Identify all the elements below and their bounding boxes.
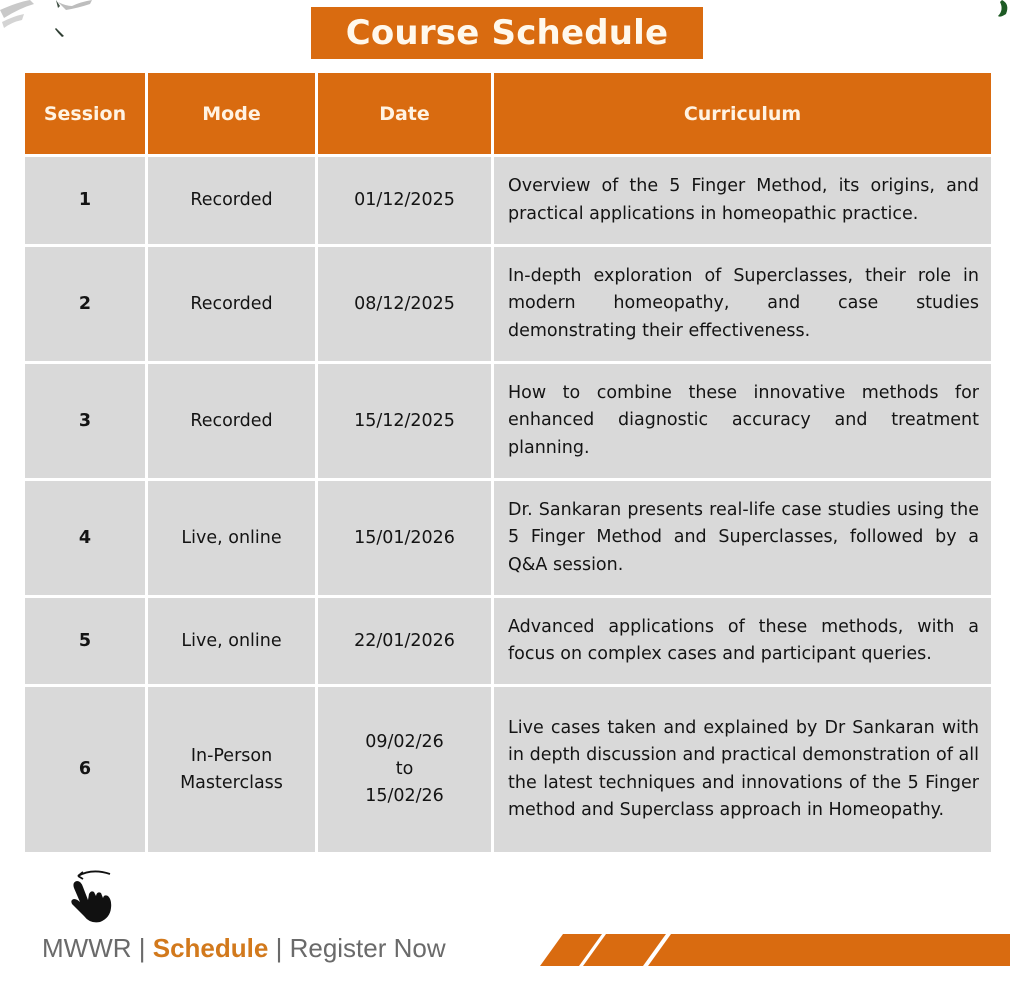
curriculum-text: Overview of the 5 Finger Method, its origins, and practical applications in homeopathic practice. bbox=[508, 176, 979, 224]
date-cell bbox=[318, 364, 491, 478]
date-text: 22/01/2026 bbox=[354, 630, 455, 651]
date-text: 15/02/26 bbox=[365, 786, 444, 806]
curriculum-cell bbox=[494, 247, 991, 361]
leaf-corner-icon bbox=[996, 0, 1010, 22]
nav-separator: | bbox=[275, 933, 283, 963]
date-cell bbox=[318, 157, 491, 244]
session-cell: 3 bbox=[25, 364, 145, 478]
curriculum-text: Dr. Sankaran presents real-life case studies using the 5 Finger Method and Superclasses, followed by a Q&A session. bbox=[508, 499, 979, 575]
date-cell bbox=[318, 481, 491, 595]
date-text: to bbox=[395, 759, 414, 779]
curriculum-text: In-depth exploration of Superclasses, their role in modern homeopathy, and case studies demonstrating their effectiveness. bbox=[508, 265, 979, 341]
mode-text: Live, online bbox=[181, 630, 282, 651]
session-cell: 2 bbox=[25, 247, 145, 361]
curriculum-cell bbox=[494, 481, 991, 595]
curriculum-text: How to combine these innovative methods for enhanced diagnostic accuracy and treatment planning. bbox=[508, 382, 979, 458]
leaf-decoration-icon bbox=[0, 0, 120, 40]
date-text: 15/01/2026 bbox=[354, 527, 455, 548]
date-cell bbox=[318, 247, 491, 361]
date-text: 08/12/2025 bbox=[354, 293, 455, 314]
nav-link-register-now[interactable]: Register Now bbox=[289, 933, 446, 963]
session-cell: 6 bbox=[25, 687, 145, 852]
mode-cell bbox=[148, 687, 315, 852]
mode-text: Live, online bbox=[181, 527, 282, 548]
page-title: Course Schedule bbox=[311, 7, 703, 59]
column-header-session: Session bbox=[25, 73, 145, 154]
mode-cell bbox=[148, 157, 315, 244]
date-cell bbox=[318, 598, 491, 684]
mode-text: Masterclass bbox=[180, 772, 283, 793]
swipe-hand-icon bbox=[66, 868, 118, 924]
curriculum-cell bbox=[494, 364, 991, 478]
nav-link-mwwr[interactable]: MWWR bbox=[42, 933, 132, 963]
curriculum-cell bbox=[494, 687, 991, 852]
curriculum-cell bbox=[494, 157, 991, 244]
session-cell: 5 bbox=[25, 598, 145, 684]
curriculum-text: Live cases taken and explained by Dr Sankaran with in depth discussion and practical demonstration of all the latest techniques and innovations of the 5 Finger method and Superclass approach in Homeopathy. bbox=[508, 717, 979, 820]
mode-cell bbox=[148, 364, 315, 478]
session-cell: 1 bbox=[25, 157, 145, 244]
date-text: 09/02/26 bbox=[365, 732, 444, 752]
date-text: 15/12/2025 bbox=[354, 410, 455, 431]
mode-text: Recorded bbox=[190, 190, 273, 210]
mode-cell bbox=[148, 598, 315, 684]
column-header-mode: Mode bbox=[148, 73, 315, 154]
mode-cell bbox=[148, 481, 315, 595]
mode-cell bbox=[148, 247, 315, 361]
column-header-date: Date bbox=[318, 73, 491, 154]
nav-link-schedule[interactable]: Schedule bbox=[152, 933, 269, 963]
date-text: 01/12/2025 bbox=[354, 190, 455, 210]
schedule-table bbox=[25, 73, 989, 852]
curriculum-cell bbox=[494, 598, 991, 684]
mode-text: Recorded bbox=[190, 293, 273, 314]
column-header-curriculum: Curriculum bbox=[494, 73, 991, 154]
session-cell: 4 bbox=[25, 481, 145, 595]
mode-text: Recorded bbox=[190, 410, 273, 431]
date-cell bbox=[318, 687, 491, 852]
curriculum-text: Advanced applications of these methods, with a focus on complex cases and participant queries. bbox=[508, 616, 979, 664]
decorative-stripe-bar bbox=[538, 934, 1010, 966]
mode-text: In-Person bbox=[190, 745, 273, 766]
nav-separator: | bbox=[138, 933, 146, 963]
footer-nav bbox=[42, 933, 446, 964]
